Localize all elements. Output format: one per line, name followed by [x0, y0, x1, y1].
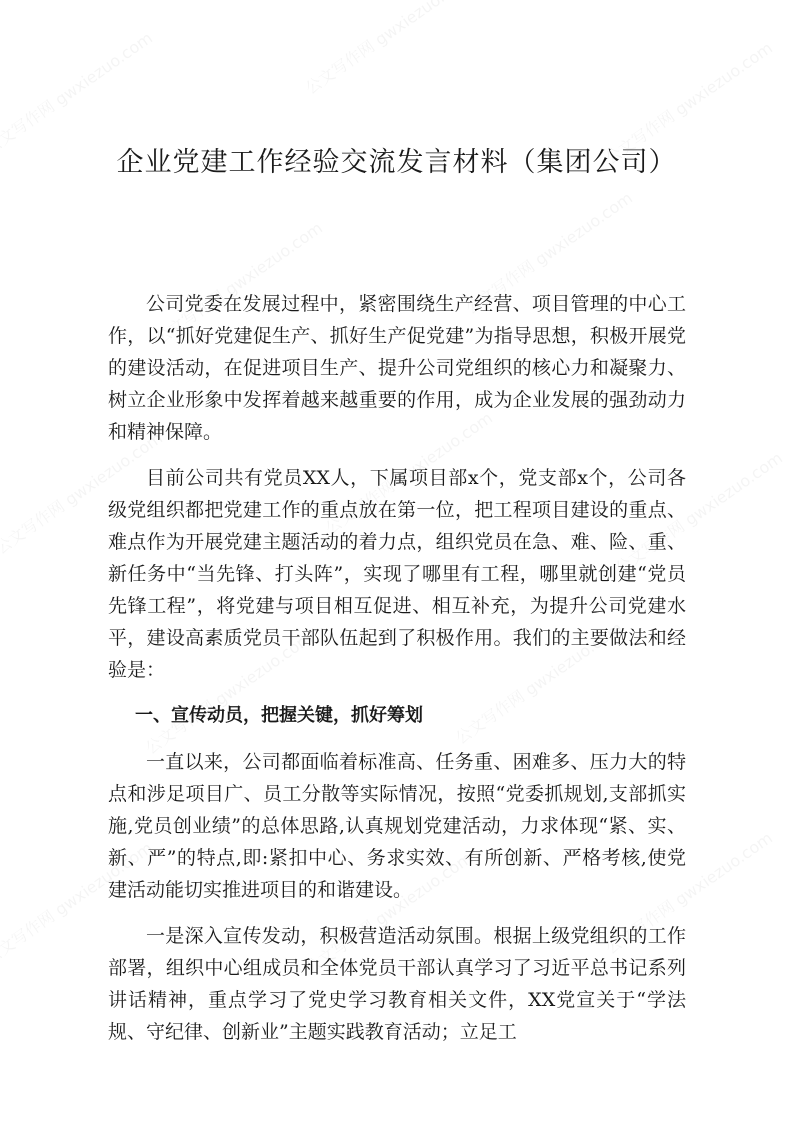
- document-body: [108, 288, 686, 1062]
- body-paragraph: 一直以来，公司都面临着标准高、任务重、困难多、压力大的特点和涉足项目广、员工分散等实际情况，按照“党委抓规划,支部抓实施,党员创业绩”的总体思路,认真规划党建活动，力求体现“紧、实、新、严”的特点,即:紧扣中心、务求实效、有所创新、严格考核,使党建活动能切实推进项目的和谐建设。: [108, 751, 686, 901]
- watermark-text: [300, 0, 477, 99]
- body-paragraph: 公司党委在发展过程中，紧密围绕生产经营、项目管理的中心工作，以“抓好党建促生产、抓好生产促党建”为指导思想，积极开展党的建设活动，在促进项目生产、提升公司党组织的核心力和凝聚力、树立企业形象中发挥着越来越重要的作用，成为企业发展的强劲动力和精神保障。: [108, 293, 686, 443]
- body-paragraph: 目前公司共有党员XX人，下属项目部x个，党支部x个，公司各级党组织都把党建工作的重点放在第一位，把工程项目建设的重点、难点作为开展党建主题活动的着力点，组织党员在急、难、险、重、新任务中“当先锋、打头阵”，实现了哪里有工程，哪里就创建“党员先锋工程”，将党建与项目相互促进、相互补充，为提升公司党建水平，建设高素质党员干部队伍起到了积极作用。我们的主要做法和经验是：: [108, 467, 686, 681]
- section-heading: 一、宣传动员，把握关键，抓好筹划: [135, 705, 423, 726]
- document-title: 企业党建工作经验交流发言材料（集团公司）: [116, 147, 677, 178]
- body-paragraph: 一是深入宣传发动，积极营造活动氛围。根据上级党组织的工作部署，组织中心组成员和全体党员干部认真学习了习近平总书记系列讲话精神，重点学习了党史学习教育相关文件，XX党宣关于“学法规、守纪律、创新业”主题实践教育活动；立足工: [108, 925, 686, 1043]
- watermark-text: [0, 26, 157, 159]
